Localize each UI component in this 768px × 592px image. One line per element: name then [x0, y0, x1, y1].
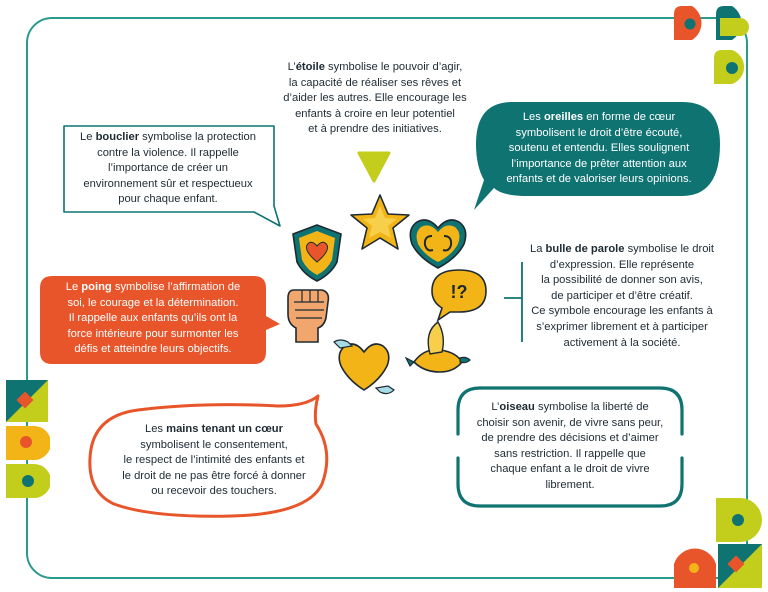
etoile-line-3: enfants à croire en leur potentiel — [295, 107, 455, 120]
bouclier-line-4: pour chaque enfant. — [118, 193, 218, 206]
bulle-line-3: de participer et d’être créatif. — [551, 289, 693, 302]
oreilles-line-0: Les oreilles en forme de cœur — [522, 111, 676, 123]
etoile-line-2: d’aider les autres. Elle encourage les — [283, 92, 467, 105]
text-bulle — [526, 242, 718, 351]
oreilles-line-2: soutenu et entendu. Elles soulignent — [508, 142, 690, 155]
decor-left — [6, 380, 50, 508]
oreilles-line-4: enfants et de valoriser leurs opinions. — [506, 173, 692, 186]
poing-line-1: soi, le courage et la détermination. — [67, 296, 239, 309]
decor-top-right — [670, 2, 762, 88]
mains-line-0: Les mains tenant un cœur — [144, 423, 283, 435]
mains-line-4: ou recevoir des touchers. — [151, 485, 277, 498]
mains-line-3: le droit de ne pas être forcé à donner — [122, 469, 306, 482]
text-poing — [44, 280, 262, 358]
mains-line-2: le respect de l’intimité des enfants et — [123, 454, 305, 467]
oiseau-line-0: L’oiseau symbolise la liberté de — [491, 401, 649, 413]
poing-line-2: Il rappelle aux enfants qu’ils ont la — [68, 312, 238, 325]
pointer-triangle — [357, 150, 391, 184]
text-oreilles — [488, 110, 710, 188]
oreilles-line-1: symbolisent le droit d’être écouté, — [515, 126, 683, 139]
fist-icon — [280, 284, 336, 346]
etoile-line-4: et à prendre des initiatives. — [308, 123, 442, 136]
bulle-line-0: La bulle de parole symbolise le droit — [529, 243, 715, 255]
speech-bubble-icon — [428, 266, 490, 322]
bulle-line-2: la possibilité de donner son avis, — [541, 274, 703, 287]
bouclier-line-3: environnement sûr et respectueux — [83, 177, 253, 190]
mains-line-1: symbolisent le consentement, — [140, 438, 288, 451]
bouclier-line-1: contre la violence. Il rappelle — [97, 146, 239, 159]
bulle-line-6: activement à la société. — [563, 336, 681, 349]
hands-heart-icon — [330, 334, 398, 400]
text-mains — [104, 422, 324, 500]
poing-line-4: défis et atteindre leurs objectifs. — [74, 343, 232, 356]
oiseau-line-1: choisir son avenir, de vivre sans peur, — [476, 416, 664, 429]
oiseau-line-4: chaque enfant a le droit de vivre — [490, 463, 650, 476]
shield-icon — [289, 222, 345, 284]
etoile-line-1: la capacité de réaliser ses rêves et — [288, 76, 462, 89]
bouclier-line-2: l’importance de créer un — [107, 162, 228, 175]
star-icon — [348, 192, 412, 254]
text-bouclier — [64, 130, 272, 208]
bulle-line-4: Ce symbole encourage les enfants à — [531, 305, 713, 318]
text-oiseau — [466, 400, 674, 494]
poing-line-0: Le poing symbolise l’affirmation de — [65, 281, 241, 293]
oiseau-line-2: de prendre des décisions et d’aimer — [481, 432, 659, 445]
etoile-line-0: L’étoile symbolise le pouvoir d’agir, — [287, 61, 463, 73]
oiseau-line-3: sans restriction. Il rappelle que — [494, 447, 646, 460]
bulle-line-1: d’expression. Elle représente — [549, 258, 695, 271]
bird-icon — [404, 318, 472, 380]
oreilles-line-3: l’importance de prêter attention aux — [511, 157, 687, 170]
poing-line-3: force intérieure pour surmonter les — [67, 327, 239, 340]
heart-ears-icon — [406, 214, 470, 272]
bulle-line-5: s’exprimer librement et à participer — [536, 320, 708, 333]
oiseau-line-5: librement. — [545, 478, 595, 491]
bouclier-line-0: Le bouclier symbolise la protection — [80, 131, 256, 143]
speech-bubble-glyph: !? — [450, 282, 468, 302]
